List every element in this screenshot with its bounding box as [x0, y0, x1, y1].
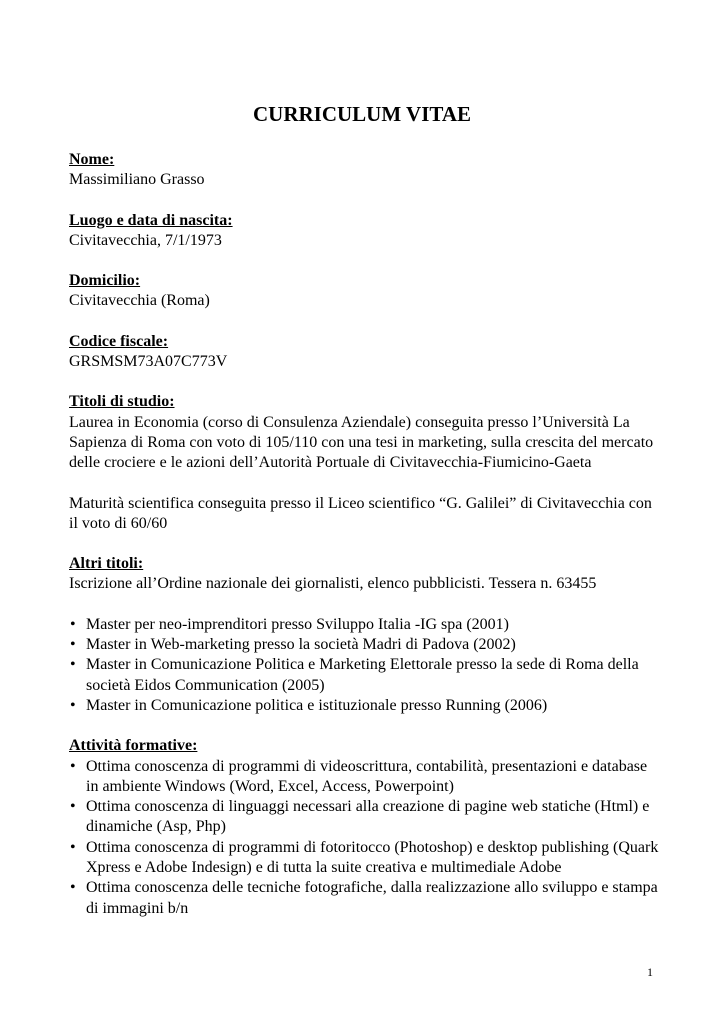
section-nascita	[69, 211, 659, 252]
attivita-list	[69, 757, 659, 919]
domicilio-value: Civitavecchia (Roma)	[69, 292, 210, 310]
bullet-icon: •	[70, 696, 76, 714]
domicilio-heading: Domicilio:	[69, 272, 141, 290]
bullet-icon: •	[70, 757, 76, 775]
codice-fiscale-value: GRSMSM73A07C773V	[69, 353, 228, 371]
section-nome	[69, 150, 659, 191]
maturita-paragraph: Maturità scientifica conseguita presso il Liceo scientifico “G. Galilei” di Civitavecchia con il voto di 60/60	[69, 494, 652, 532]
document-title: CURRICULUM VITAE	[253, 102, 471, 126]
page-number: 1	[647, 965, 653, 979]
list-item-text: Ottima conoscenza di programmi di videoscrittura, contabilità, presentazioni e database in ambiente Windows (Word, Excel, Access, Powerpoint)	[86, 757, 648, 795]
list-item	[69, 797, 659, 838]
nascita-value: Civitavecchia, 7/1/1973	[69, 231, 222, 249]
list-item	[69, 757, 659, 798]
bullet-icon: •	[70, 879, 76, 897]
list-item	[69, 635, 659, 655]
list-item-text: Master in Comunicazione Politica e Marketing Elettorale presso la sede di Roma della società Eidos Communication (2005)	[86, 656, 639, 694]
cv-content	[69, 150, 659, 919]
list-item	[69, 838, 659, 879]
section-altri-titoli	[69, 554, 659, 716]
list-item-text: Ottima conoscenza di programmi di fotoritocco (Photoshop) e desktop publishing (Quark Xpress e Adobe Indesign) e di tutta la suite creativa e multimediale Adobe	[86, 838, 659, 877]
attivita-formative-heading: Attività formative:	[69, 737, 198, 755]
altri-titoli-heading: Altri titoli:	[69, 555, 144, 573]
bullet-icon: •	[70, 615, 76, 633]
nascita-heading: Luogo e data di nascita:	[69, 211, 233, 229]
section-codice-fiscale	[69, 332, 659, 373]
list-item-text: Master per neo-imprenditori presso Sviluppo Italia -IG spa (2001)	[86, 615, 510, 633]
bullet-icon: •	[70, 656, 76, 674]
bullet-icon: •	[70, 636, 76, 654]
list-item-text: Ottima conoscenza delle tecniche fotografiche, dalla realizzazione allo sviluppo e stampa di immagini b/n	[86, 879, 658, 917]
list-item	[69, 655, 659, 696]
list-item	[69, 878, 659, 919]
section-titoli-studio	[69, 392, 659, 534]
bullet-icon: •	[70, 798, 76, 816]
iscrizione-paragraph: Iscrizione all’Ordine nazionale dei giornalisti, elenco pubblicisti. Tessera n. 63455	[69, 575, 597, 593]
section-domicilio	[69, 271, 659, 312]
bullet-icon: •	[70, 838, 76, 856]
titoli-studio-heading: Titoli di studio:	[69, 393, 175, 411]
nome-value: Massimiliano Grasso	[69, 171, 205, 189]
laurea-paragraph: Laurea in Economia (corso di Consulenza Aziendale) conseguita presso l’Università La Sapienza di Roma con voto di 105/110 con una tesi in marketing, sulla crescita del mercato delle crociere e le azioni dell’Autorità Portuale di Civitavecchia-Fiumicino-Gaeta	[69, 413, 654, 472]
codice-fiscale-heading: Codice fiscale:	[69, 332, 169, 350]
list-item	[69, 696, 659, 716]
list-item	[69, 615, 659, 635]
nome-heading: Nome:	[69, 151, 115, 168]
section-attivita-formative	[69, 736, 659, 919]
list-item-text: Master in Web-marketing presso la società Madri di Padova (2002)	[86, 636, 516, 654]
list-item-text: Ottima conoscenza di linguaggi necessari alla creazione di pagine web statiche (Html) e dinamiche (Asp, Php)	[86, 798, 650, 836]
list-item-text: Master in Comunicazione politica e istituzionale presso Running (2006)	[86, 696, 548, 714]
master-list	[69, 615, 659, 716]
